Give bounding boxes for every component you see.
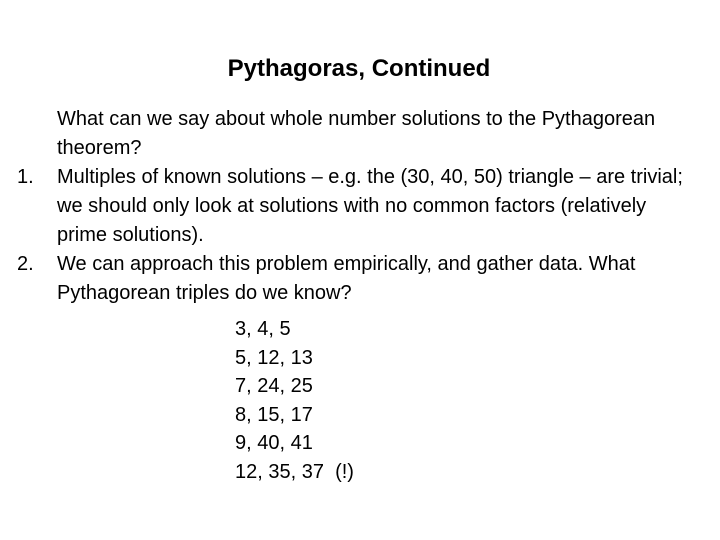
triple-item: 12, 35, 37 (!) [235, 460, 354, 483]
list-item [17, 163, 697, 250]
triple-item: 7, 24, 25 [235, 375, 313, 397]
slide-title: Pythagoras, Continued [227, 55, 491, 82]
triple-item: 9, 40, 41 [235, 432, 313, 454]
intro-text: What can we say about whole number solutions to the Pythagorean theorem? [57, 108, 656, 159]
triple-item: 5, 12, 13 [235, 346, 313, 369]
triple-item: 3, 4, 5 [235, 318, 291, 340]
list-item-text: Multiples of known solutions – e.g. the (30, 40, 50) triangle – are trivial; we should only look at solutions with no common factors (relatively prime solutions). [57, 166, 683, 246]
list-item-text: We can approach this problem empirically, and gather data. What Pythagorean triples do we know? [57, 253, 636, 304]
triples-list [235, 315, 354, 486]
list-item [17, 250, 697, 308]
list-item-number: 1. [17, 166, 34, 188]
triple-item: 8, 15, 17 [235, 403, 313, 426]
list-item-number: 2. [17, 253, 34, 275]
